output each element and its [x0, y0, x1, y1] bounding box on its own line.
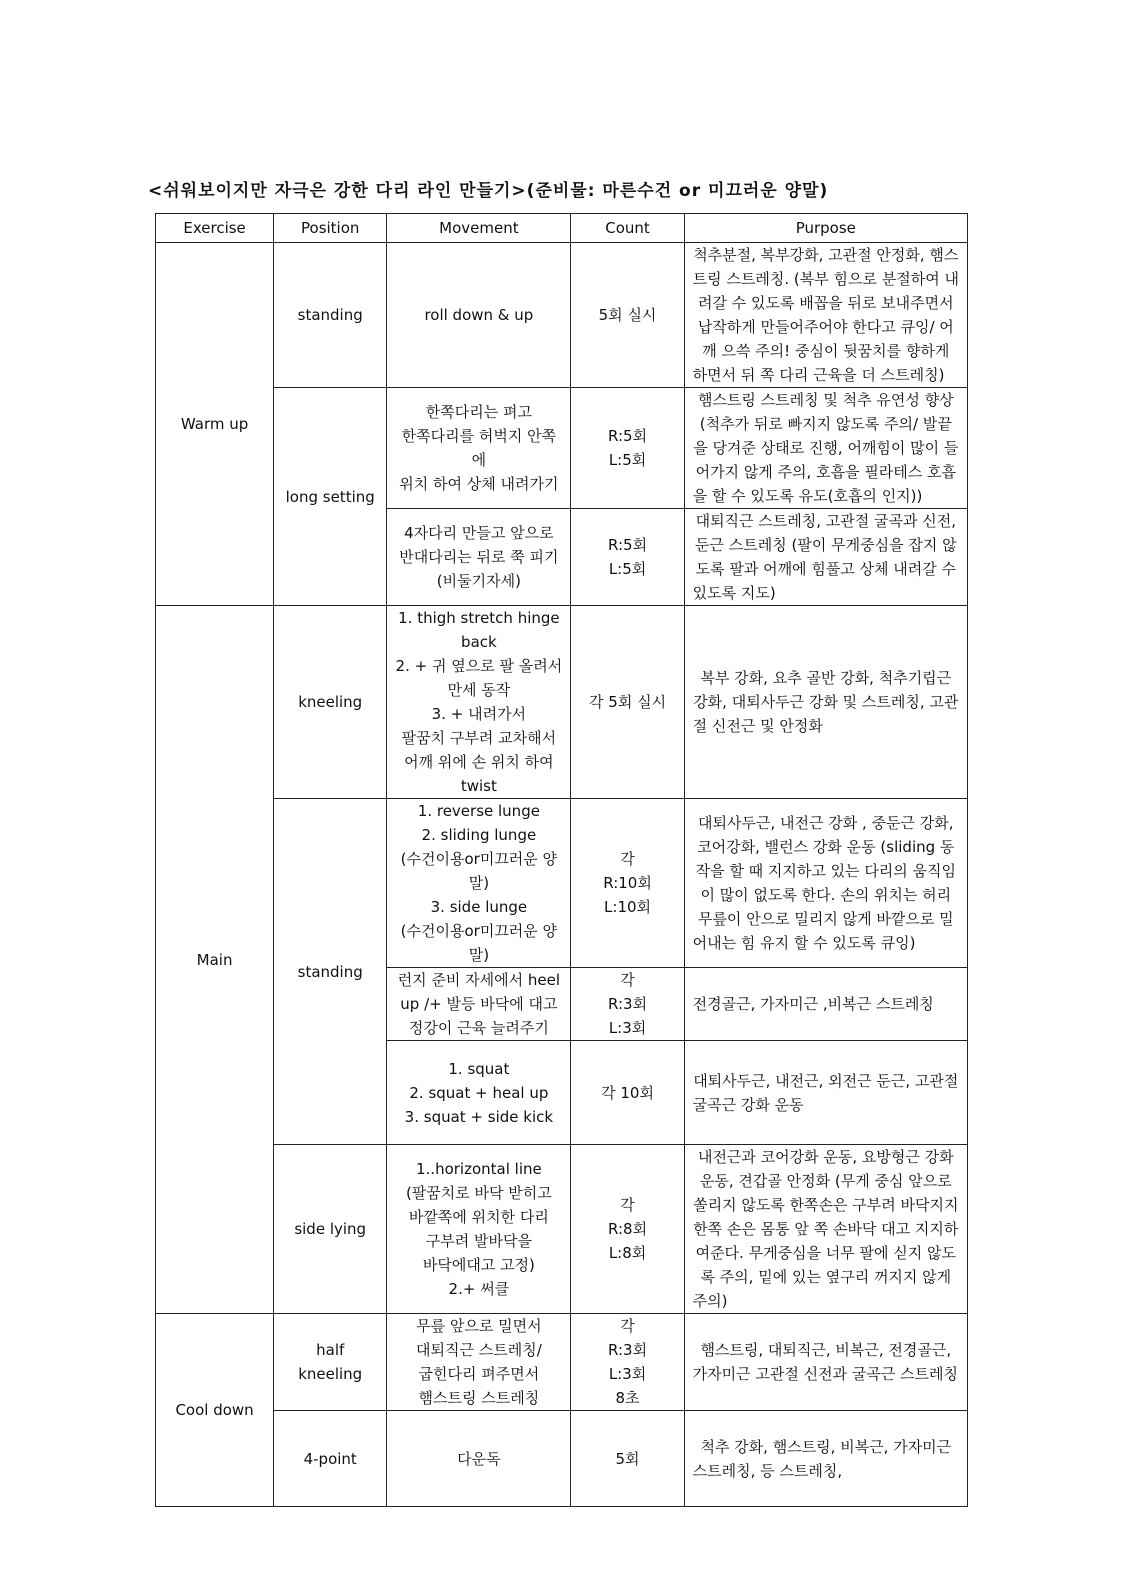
- movement-line: 2.+ 써클: [448, 1280, 510, 1298]
- table-header-row: [156, 214, 968, 243]
- purpose-cell: 햄스트링 스트레칭 및 척추 유연성 향상 (척추가 뒤로 빠지지 않도록 주의/ 발끝을 당겨준 상태로 진행, 어깨힘이 많이 들어가지 않게 주의, 호흡을 필라테스 호흡을 할 수 있도록 유도(호흡의 인지)): [684, 388, 967, 509]
- movement-line: (팔꿈치로 바닥 받히고: [405, 1184, 552, 1202]
- movement-line: 1. thigh stretch hinge: [398, 609, 560, 627]
- movement-line: 굽힌다리 펴주면서: [418, 1365, 540, 1383]
- position-cell: long setting: [274, 388, 387, 606]
- section-warmup: Warm up: [156, 243, 274, 606]
- movement-line: 2. squat + heal up: [409, 1083, 549, 1102]
- count-line: R:5회: [608, 536, 648, 554]
- purpose-cell: 대퇴직근 스트레칭, 고관절 굴곡과 신전, 둔근 스트레칭 (팔이 무게중심을 잡지 않도록 팔과 어깨에 힘풀고 상체 내려갈 수 있도록 지도): [684, 509, 967, 606]
- count-line: R:8회: [608, 1220, 648, 1238]
- table-row: [156, 606, 968, 799]
- movement-line: 반대다리는 뒤로 쭉 피기: [399, 548, 559, 566]
- movement-line: 한쪽다리는 펴고: [425, 403, 532, 421]
- table-row: [156, 1411, 968, 1507]
- movement-line: 구부려 발바닥을: [425, 1232, 532, 1250]
- count-line: L:3회: [608, 1019, 647, 1037]
- section-cooldown: Cool down: [156, 1314, 274, 1507]
- movement-line: 2. + 귀 옆으로 팔 올려서: [395, 657, 563, 675]
- count-line: 각 5회 실시: [589, 693, 667, 711]
- header-movement: Movement: [387, 214, 571, 243]
- count-line: 각 10회: [601, 1083, 654, 1102]
- purpose-cell: 척추 강화, 햄스트링, 비복근, 가자미근 스트레칭, 등 스트레칭,: [684, 1411, 967, 1507]
- movement-cell: [387, 509, 571, 606]
- count-cell: [571, 388, 684, 509]
- count-cell: [571, 243, 684, 388]
- movement-cell: [387, 388, 571, 509]
- count-line: L:5회: [608, 451, 647, 469]
- count-line: L:5회: [608, 560, 647, 578]
- movement-line: 2. sliding lunge: [421, 826, 537, 844]
- position-line: kneeling: [298, 1365, 363, 1383]
- count-line: 각: [620, 850, 635, 868]
- count-cell: [571, 606, 684, 799]
- count-line: R:3회: [608, 995, 648, 1013]
- movement-line: 햄스트링 스트레칭: [418, 1389, 540, 1407]
- document-title: <쉬워보이지만 자극은 강한 다리 라인 만들기>(준비물: 마른수건 or 미끄러운 양말): [148, 181, 829, 201]
- movement-line: twist: [460, 777, 497, 795]
- header-exercise: Exercise: [156, 214, 274, 243]
- table-row: [156, 243, 968, 388]
- movement-line: 바깥쪽에 위치한 다리: [408, 1208, 549, 1226]
- table-row: [156, 1314, 968, 1411]
- movement-cell: [387, 243, 571, 388]
- movement-cell: [387, 1411, 571, 1507]
- movement-line: 4자다리 만들고 앞으로: [404, 524, 554, 542]
- movement-line: 런지 준비 자세에서 heel: [397, 971, 561, 989]
- purpose-cell: 내전근과 코어강화 운동, 요방형근 강화 운동, 견갑골 안정화 (무게 중심 앞으로 쏠리지 않도록 한쪽손은 구부려 바닥지지 한쪽 손은 몸통 앞 쪽 손바닥 대고 지지하여준다. 무게중심을 너무 팔에 싣지 않도록 주의, 밑에 있는 옆구리 꺼지지 않게 주의): [684, 1145, 967, 1314]
- position-cell: kneeling: [274, 606, 387, 799]
- count-line: R:3회: [608, 1341, 648, 1359]
- movement-line: roll down & up: [424, 306, 534, 324]
- count-cell: [571, 1411, 684, 1507]
- movement-line: 다운독: [457, 1449, 501, 1468]
- table-row: [156, 388, 968, 509]
- count-line: R:5회: [608, 427, 648, 445]
- movement-line: up /+ 발등 바닥에 대고: [400, 995, 558, 1013]
- purpose-cell: 햄스트링, 대퇴직근, 비복근, 전경골근, 가자미근 고관절 신전과 굴곡근 스트레칭: [684, 1314, 967, 1411]
- movement-line: (수건이용or미끄러운 양말): [400, 922, 558, 964]
- movement-line: 어깨 위에 손 위치 하여: [404, 753, 554, 771]
- header-purpose: Purpose: [684, 214, 967, 243]
- exercise-table: [155, 213, 968, 1507]
- movement-line: 1..horizontal line: [416, 1160, 542, 1178]
- purpose-cell: 복부 강화, 요추 골반 강화, 척추기립근 강화, 대퇴사두근 강화 및 스트레칭, 고관절 신전근 및 안정화: [684, 606, 967, 799]
- movement-line: 1. squat: [448, 1059, 510, 1078]
- movement-line: 위치 하여 상체 내려가기: [399, 475, 559, 493]
- count-cell: [571, 509, 684, 606]
- movement-line: 무릎 앞으로 밀면서: [416, 1317, 542, 1335]
- movement-line: 팔꿈치 구부려 교차해서: [401, 729, 557, 747]
- count-cell: [571, 1145, 684, 1314]
- count-line: 각: [620, 1317, 635, 1335]
- movement-line: 1. reverse lunge: [417, 802, 540, 820]
- table-row: [156, 1145, 968, 1314]
- movement-line: 대퇴직근 스트레칭/: [416, 1341, 542, 1359]
- position-cell: standing: [274, 243, 387, 388]
- movement-cell: [387, 968, 571, 1041]
- movement-line: 바닥에대고 고정): [422, 1256, 535, 1274]
- count-line: 각: [620, 1196, 635, 1214]
- movement-line: 3. side lunge: [430, 898, 528, 916]
- movement-line: (수건이용or미끄러운 양말): [400, 850, 558, 892]
- position-cell: [274, 1314, 387, 1411]
- header-position: Position: [274, 214, 387, 243]
- count-line: 8초: [615, 1389, 640, 1407]
- count-cell: [571, 1041, 684, 1145]
- movement-cell: [387, 606, 571, 799]
- movement-cell: [387, 1145, 571, 1314]
- purpose-cell: 대퇴사두근, 내전근 강화 , 중둔근 강화, 코어강화, 밸런스 강화 운동 (sliding 동작을 할 때 지지하고 있는 다리의 움직임이 많이 없도록 한다. 손의 위치는 허리 무릎이 안으로 밀리지 않게 바깥으로 밀어내는 힘 유지 할 수 있도록 큐잉): [684, 799, 967, 968]
- header-count: Count: [571, 214, 684, 243]
- movement-line: (비둘기자세): [436, 572, 521, 590]
- movement-line: 정강이 근육 늘려주기: [408, 1019, 549, 1037]
- count-line: 각: [620, 971, 635, 989]
- table-row: [156, 799, 968, 968]
- movement-line: back: [461, 633, 497, 651]
- purpose-cell: 척추분절, 복부강화, 고관절 안정화, 햄스트링 스트레칭. (복부 힘으로 분절하여 내려갈 수 있도록 배꼽을 뒤로 보내주면서 납작하게 만들어주어야 한다고 큐잉/ 어깨 으쓱 주의! 중심이 뒷꿈치를 향하게 하면서 뒤 쪽 다리 근육을 더 스트레칭): [684, 243, 967, 388]
- count-line: 5회 실시: [598, 306, 657, 324]
- movement-line: 3. + 내려가서: [431, 705, 527, 723]
- movement-cell: [387, 1041, 571, 1145]
- position-line: half: [316, 1341, 345, 1359]
- section-main: Main: [156, 606, 274, 1314]
- movement-cell: [387, 799, 571, 968]
- count-line: L:10회: [604, 898, 652, 916]
- count-cell: [571, 968, 684, 1041]
- purpose-cell: 대퇴사두근, 내전근, 외전근 둔근, 고관절 굴곡근 강화 운동: [684, 1041, 967, 1145]
- position-cell: side lying: [274, 1145, 387, 1314]
- position-cell: standing: [274, 799, 387, 1145]
- count-line: L:8회: [608, 1244, 647, 1262]
- movement-line: 3. squat + side kick: [404, 1107, 554, 1126]
- movement-line: 한쪽다리를 허벅지 안쪽에: [401, 427, 557, 469]
- movement-cell: [387, 1314, 571, 1411]
- position-cell: 4-point: [274, 1411, 387, 1507]
- count-line: R:10회: [603, 874, 652, 892]
- count-line: 5회: [615, 1449, 640, 1468]
- movement-line: 만세 동작: [447, 681, 511, 699]
- count-line: L:3회: [608, 1365, 647, 1383]
- count-cell: [571, 799, 684, 968]
- purpose-cell: 전경골근, 가자미근 ,비복근 스트레칭: [684, 968, 967, 1041]
- count-cell: [571, 1314, 684, 1411]
